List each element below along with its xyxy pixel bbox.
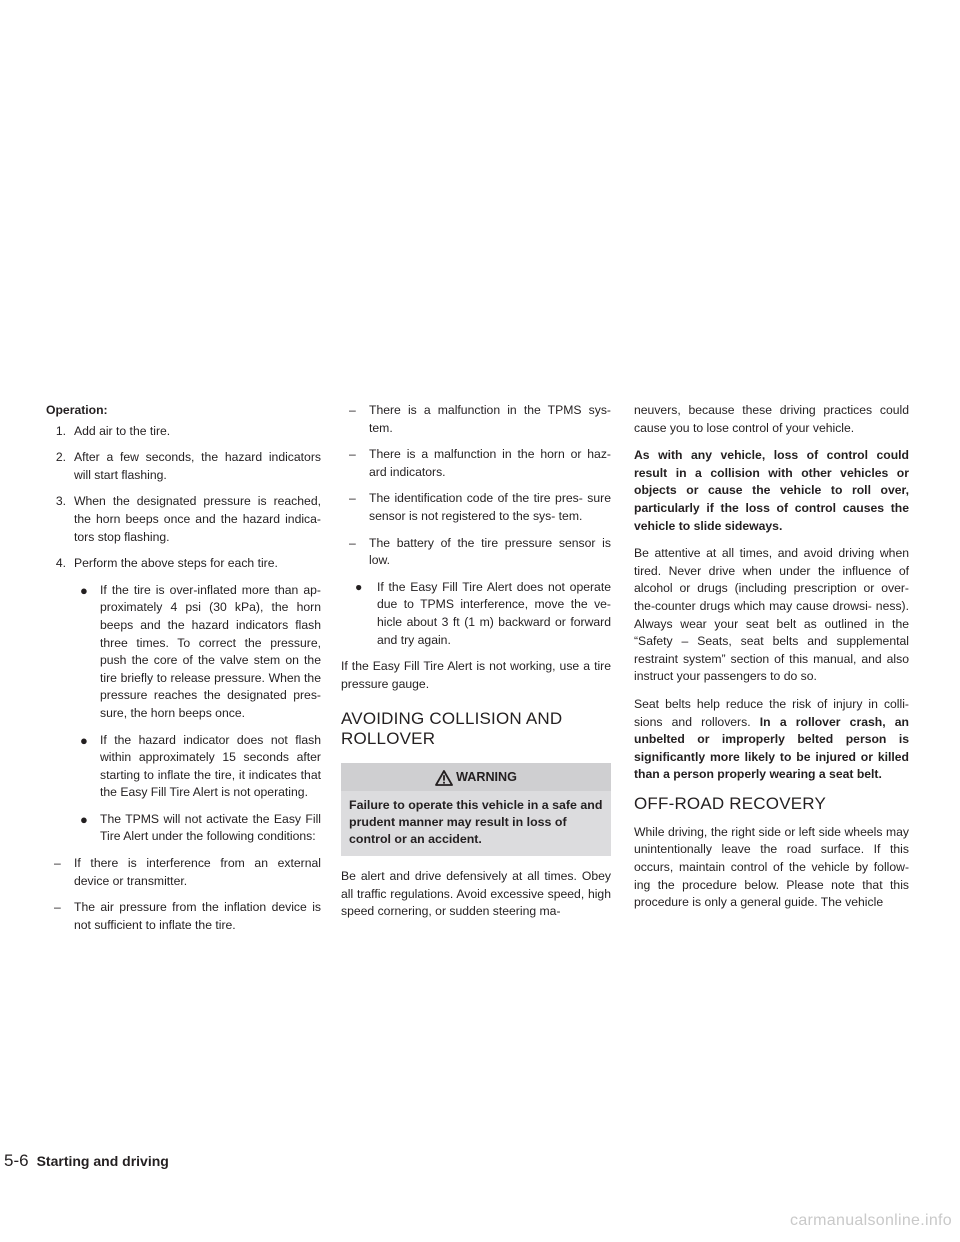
step-text: After a few seconds, the hazard indicators will start flashing. [74,450,321,482]
section-title-avoiding-collision [341,709,611,749]
bullet-item [341,579,611,649]
warning-label: WARNING [456,770,517,785]
paragraph: Be alert and drive defensively at all times. Obey all traffic regulations. Avoid excessive speed, high speed cornering, or sudden steering ma- [341,868,611,919]
bullet-item [46,732,321,802]
dash-marker: – [54,900,61,915]
bullet-text: If the tire is over-inflated more than ap- proximately 4 psi (30 kPa), the horn beeps and the hazard indicators flash three times. To correct the pressure, push the core of the valve stem on the tire briefly to release pressure. When the pressure reaches the designated pres- sure, the horn beeps once. [100,582,321,720]
step-text: Add air to the tire. [74,423,171,438]
dash-marker: – [349,447,356,462]
warning-text: Failure to operate this vehicle in a safe and prudent manner may result in loss of control or an accident. [349,797,603,846]
bullet-icon: ● [355,579,363,594]
step-number: 3. [55,494,66,509]
page-footer [4,1151,169,1171]
section-title-off-road: OFF-ROAD RECOVERY [634,793,826,813]
bullet-item [46,811,321,846]
chapter-title: Starting and driving [36,1153,169,1169]
dash-marker: – [349,535,356,550]
dash-text: The identification code of the tire pres- sure sensor is not registered to the sys- tem. [369,491,611,523]
section-title-line: AVOIDING COLLISION AND [341,709,563,729]
step-text: Perform the above steps for each tire. [74,556,278,571]
section-title-line: ROLLOVER [341,729,436,749]
step-text: When the designated pressure is reached, the horn beeps once and the hazard indica- tors stop flashing. [74,494,321,544]
dash-marker: – [349,403,356,417]
bullet-item [46,582,321,723]
bullet-icon: ● [80,811,88,827]
warning-triangle-icon [435,770,453,786]
step-item [46,449,321,484]
paragraph: While driving, the right side or left side wheels may unintentionally leave the road surface. If this occurs, maintain control of the vehicle by follow- ing the procedure below. Please note that this procedure is only a general guide. The vehicle [634,824,909,910]
dash-text: The battery of the tire pressure sensor is low. [369,535,611,568]
dash-item [46,855,321,890]
step-item [46,493,321,546]
watermark: carmanualsonline.info [790,1212,952,1229]
dash-marker: – [54,856,61,871]
bullet-icon: ● [80,582,88,598]
paragraph: neuvers, because these driving practices could cause you to lose control of your vehicle. [634,403,909,435]
paragraph-mixed [634,696,909,784]
bullet-text: If the hazard indicator does not flash within approximately 15 seconds after starting to inflate the tire, it indicates that the Easy Fill Tire Alert is not operating. [100,732,321,800]
dash-text: The air pressure from the inflation device is not sufficient to inflate the tire. [74,900,321,932]
paragraph-bold-text: In a rollover crash, an unbelted or improperly belted person is significantly more likely to be injured or killed than a person properly wearing a seat belt. [634,714,909,782]
column-middle [341,402,611,931]
step-item [46,555,321,573]
paragraph-text: Seat belts help reduce the risk of injury in colli- sions and rollovers. [634,696,909,729]
dash-item [341,490,611,525]
dash-item [341,535,611,570]
paragraph: Be attentive at all times, and avoid driving when tired. Never drive when under the influence of alcohol or drugs (including prescription or over- the-counter drugs which may cause drowsi- ness). Always wear your seat belt as outlined in the “Safety – Seats, seat belts and supplemental restraint system” section of this manual, and also instruct your passengers to do so. [634,546,909,684]
dash-marker: – [349,491,356,506]
operation-heading: Operation: [46,403,108,417]
step-number: 1. [55,423,66,438]
column-left [46,402,321,943]
step-number: 2. [55,450,66,465]
dash-text: There is a malfunction in the TPMS sys- tem. [369,403,611,435]
dash-text: If there is interference from an external device or transmitter. [74,856,321,888]
bullet-text: The TPMS will not activate the Easy Fill Tire Alert under the following conditions: [100,811,321,844]
dash-item [46,899,321,934]
bold-paragraph: As with any vehicle, loss of control could result in a collision with other vehicles or objects or cause the vehicle to roll over, particularly if the loss of control causes the vehicle to slide sideways. [634,448,909,533]
page-number: 5-6 [4,1151,29,1170]
bullet-text: If the Easy Fill Tire Alert does not operate due to TPMS interference, move the ve- hicle about 3 ft (1 m) backward or forward and try again. [377,579,611,647]
bullet-icon: ● [80,732,88,748]
paragraph: If the Easy Fill Tire Alert is not working, use a tire pressure gauge. [341,659,611,691]
column-right [634,402,909,922]
step-number: 4. [55,556,66,571]
warning-box [341,763,611,856]
warning-header [341,763,611,791]
dash-item [341,402,611,437]
dash-item [341,446,611,481]
dash-text: There is a malfunction in the horn or haz- ard indicators. [369,447,611,479]
step-item [46,423,321,441]
